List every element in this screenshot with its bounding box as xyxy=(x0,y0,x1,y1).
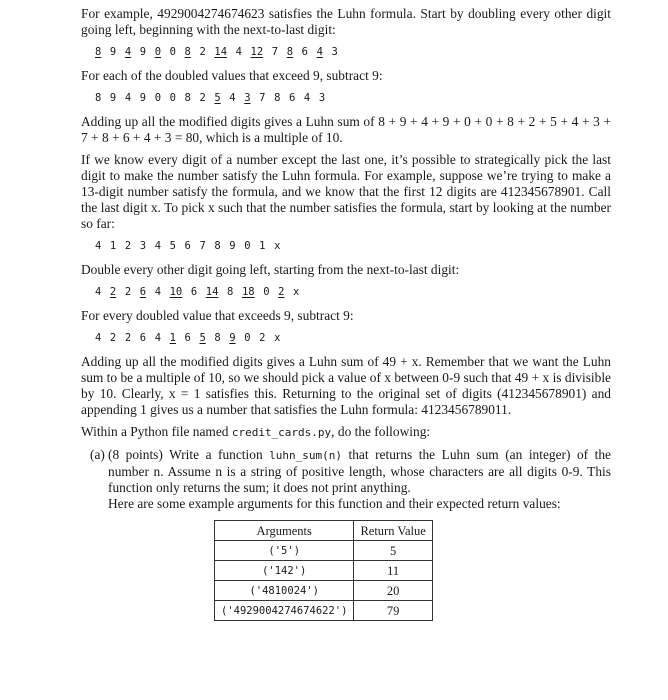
digit: 4 xyxy=(229,92,236,104)
digit: 9 xyxy=(229,240,236,252)
within-text-before: Within a Python file named xyxy=(81,424,232,439)
intro-paragraph: For example, 4929004274674623 satisfies the Luhn formula. Start by doubling every other digit going left, beginning with the next-to-last digit: xyxy=(81,6,611,37)
digit: 3 xyxy=(318,92,326,104)
digits-row-partial-subtracted xyxy=(95,330,611,346)
sum-paragraph-1: Adding up all the modified digits gives a Luhn sum of 8 + 9 + 4 + 9 + 0 + 0 + 8 + 2 + 5 + 4 + 3 + 7 + 8 + 6 + 4 + 3 = 80, which is a multiple of 10. xyxy=(81,114,611,145)
part-a-label: (a) xyxy=(90,447,105,462)
digit: 7 xyxy=(199,240,206,252)
digit: 0 xyxy=(154,92,162,104)
header-return-value: Return Value xyxy=(354,521,432,541)
digit: 14 xyxy=(214,46,228,58)
digit: 6 xyxy=(184,332,191,344)
digit: 6 xyxy=(184,240,191,252)
digit: 4 xyxy=(235,46,242,58)
digit: 6 xyxy=(288,92,296,104)
digit: x xyxy=(274,240,281,252)
digit: 2 xyxy=(199,46,206,58)
table-cell-return: 11 xyxy=(354,561,432,581)
digit: 8 xyxy=(214,240,221,252)
document-page xyxy=(81,6,611,621)
digit: 18 xyxy=(241,286,255,298)
part-a-text-before: (8 points) Write a function xyxy=(108,447,270,462)
double-paragraph: Double every other digit going left, starting from the next-to-last digit: xyxy=(81,262,460,277)
digit: 2 xyxy=(278,286,285,298)
table-row xyxy=(215,541,433,561)
digit: 2 xyxy=(259,332,266,344)
digit: 2 xyxy=(124,240,132,252)
examples-intro: Here are some example arguments for this function and their expected return values: xyxy=(108,496,561,511)
digit: 9 xyxy=(139,92,147,104)
digit: 8 xyxy=(214,332,221,344)
digit: 8 xyxy=(184,46,191,58)
digit: 5 xyxy=(214,92,221,104)
digit: 4 xyxy=(316,46,323,58)
digit: 12 xyxy=(250,46,264,58)
digit: 4 xyxy=(95,286,102,298)
table-row xyxy=(215,581,433,601)
digit: 2 xyxy=(199,92,206,104)
digit: x xyxy=(274,332,281,344)
subtract-paragraph-2: For every doubled value that exceeds 9, subtract 9: xyxy=(81,308,354,323)
table-cell-return: 79 xyxy=(354,601,432,621)
digit: 2 xyxy=(109,332,117,344)
digits-row-subtracted xyxy=(95,90,611,106)
part-a-text-after: that returns the Luhn sum (an integer) of the number n. Assume n is a string of positive length, whose characters are all digits 0-9. This function only returns the sum; it does not print anything. xyxy=(108,447,611,495)
examples-table xyxy=(214,520,433,621)
digit: 8 xyxy=(95,92,102,104)
digit: 3 xyxy=(331,46,338,58)
digit: x xyxy=(293,286,300,298)
digit: 6 xyxy=(301,46,308,58)
digit: 0 xyxy=(169,46,176,58)
table-cell-return: 20 xyxy=(354,581,432,601)
digit: 0 xyxy=(154,46,162,58)
digit: 9 xyxy=(139,46,147,58)
table-cell-return: 5 xyxy=(354,541,432,561)
table-cell-argument: ('5') xyxy=(215,541,354,561)
table-row xyxy=(215,561,433,581)
digit: 7 xyxy=(271,46,279,58)
digit: 8 xyxy=(286,46,294,58)
digit: 5 xyxy=(199,332,206,344)
digit: 0 xyxy=(263,286,270,298)
sum-paragraph-2: Adding up all the modified digits gives a Luhn sum of 49 + x. Remember that we want the Luhn sum to be a multiple of 10, so we should pick a value of x between 0-9 such that 49 + x is divisible by 10. Clearly, x = 1 satisfies this. Returning to the original set of digits (412345678901) and appending 1 gives us a number that satisfies the Luhn formula: 4123456789011. xyxy=(81,354,611,417)
digit: 3 xyxy=(139,240,147,252)
table-cell-argument: ('142') xyxy=(215,561,354,581)
digit: 10 xyxy=(169,286,183,298)
header-arguments: Arguments xyxy=(215,521,354,541)
digit: 8 xyxy=(227,286,234,298)
digit: 9 xyxy=(229,332,236,344)
digit: 2 xyxy=(124,286,132,298)
digits-row-partial xyxy=(95,238,611,254)
digit: 8 xyxy=(95,46,102,58)
digit: 4 xyxy=(303,92,311,104)
subtract-paragraph-1: For each of the doubled values that exceed 9, subtract 9: xyxy=(81,68,383,83)
digit: 9 xyxy=(109,46,117,58)
digit: 2 xyxy=(124,332,132,344)
digit: 4 xyxy=(154,286,162,298)
within-paragraph xyxy=(81,424,611,441)
table-cell-argument: ('4929004274674622') xyxy=(215,601,354,621)
part-a xyxy=(81,447,611,512)
digit: 5 xyxy=(169,240,176,252)
digit: 4 xyxy=(95,240,102,252)
digit: 9 xyxy=(109,92,117,104)
function-name: luhn_sum(n) xyxy=(269,449,342,462)
digit: 1 xyxy=(259,240,266,252)
digit: 4 xyxy=(124,92,132,104)
within-text-after: , do the following: xyxy=(331,424,431,439)
digit: 0 xyxy=(169,92,176,104)
part-a-description xyxy=(108,447,611,496)
digit: 6 xyxy=(190,286,198,298)
digit: 7 xyxy=(259,92,266,104)
digit: 4 xyxy=(154,240,162,252)
digit: 8 xyxy=(184,92,191,104)
table-row xyxy=(215,601,433,621)
table-cell-argument: ('4810024') xyxy=(215,581,354,601)
digits-row-partial-doubled xyxy=(95,284,611,300)
strategy-paragraph: If we know every digit of a number except the last one, it’s possible to strategically pick the last digit to make the number satisfy the Luhn formula. For example, suppose we’re trying to make a 13-digit number satisfy the formula, and we know that the first 12 digits are 412345678901. Call the last digit x. To pick x such that the number satisfies the formula, start by looking at the number so far: xyxy=(81,152,611,231)
digit: 3 xyxy=(244,92,251,104)
table-header-row xyxy=(215,521,433,541)
digit: 4 xyxy=(154,332,162,344)
digit: 4 xyxy=(124,46,132,58)
digit: 0 xyxy=(244,332,251,344)
digits-row-doubled xyxy=(95,44,611,60)
digit: 2 xyxy=(109,286,117,298)
digit: 0 xyxy=(244,240,251,252)
file-name: credit_cards.py xyxy=(231,426,332,439)
digit: 14 xyxy=(205,286,219,298)
digit: 1 xyxy=(109,240,117,252)
digit: 1 xyxy=(169,332,176,344)
digit: 6 xyxy=(139,332,147,344)
digit: 8 xyxy=(274,92,281,104)
digit: 4 xyxy=(95,332,102,344)
digit: 6 xyxy=(139,286,147,298)
